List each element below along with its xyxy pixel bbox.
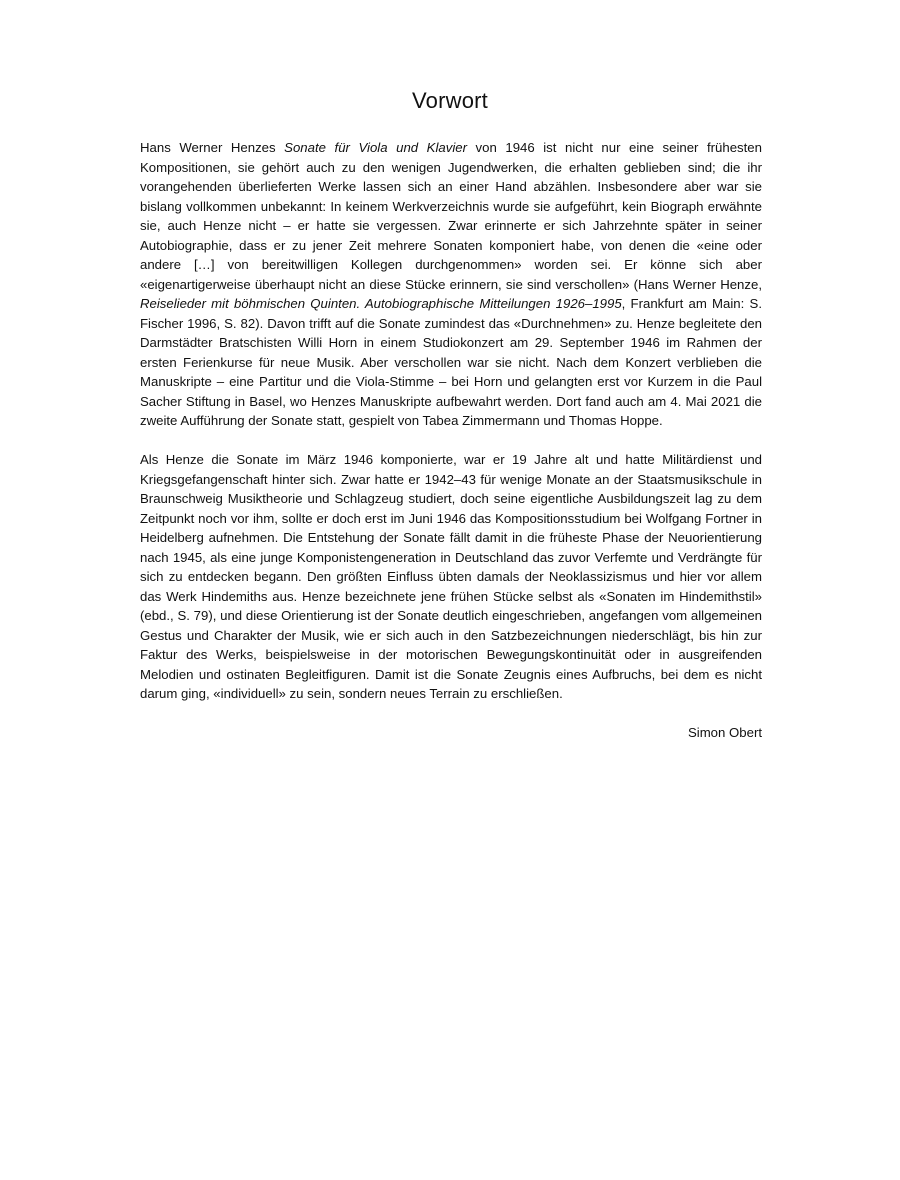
- paragraph-1-text-a: Hans Werner Henzes: [140, 140, 285, 155]
- paragraph-1-text-c: , Frankfurt am Main: S. Fischer 1996, S. 82). Davon trifft auf die Sonate zumindest das «Durchnehmen» zu. Henze begleitete den Darmstädter Bratschisten Willi Horn in einem Studiokonzert am 29. September 1946 im Rahmen der ersten Ferienkurse für neue Musik. Aber verschollen war sie nicht. Nach dem Konzert verblieben die Manuskripte – eine Partitur und die Viola-Stimme – bei Horn und gelangten erst vor Kurzem in die Paul Sacher Stiftung in Basel, wo Henzes Manuskripte aufbewahrt werden. Dort fand auch am 4. Mai 2021 die zweite Aufführung der Sonate statt, gespielt von Tabea Zimmermann und Thomas Hoppe.: [140, 296, 762, 428]
- paragraph-1: [140, 138, 762, 431]
- body-text: [140, 138, 762, 743]
- page-title: Vorwort: [412, 88, 488, 113]
- author-signature: Simon Obert: [687, 725, 762, 740]
- paragraph-2: Als Henze die Sonate im März 1946 komponierte, war er 19 Jahre alt und hatte Militärdienst und Kriegsgefangenschaft hinter sich. Zwar hatte er 1942–43 für wenige Monate an der Staatsmusikschule in Braunschweig Musiktheorie und Schlagzeug studiert, doch seine eigentliche Ausbildungszeit lag zu dem Zeitpunkt noch vor ihm, sollte er doch erst im Juni 1946 das Kompositionsstudium bei Wolfgang Fortner in Heidelberg aufnehmen. Die Entstehung der Sonate fällt damit in die früheste Phase der Neuorientierung nach 1945, als eine junge Komponistengeneration in Deutschland das zuvor Verfemte und Verdrängte für sich zu entdecken begann. Den größten Einfluss übten damals der Neoklassizismus und hier vor allem das Werk Hindemiths aus. Henze bezeichnete jene frühen Stücke selbst als «Sonaten im Hindemithstil» (ebd., S. 79), und diese Orientierung ist der Sonate deutlich eingeschrieben, angefangen vom allgemeinen Gestus und Charakter der Musik, wie er sich auch in den Satzbezeichnungen niederschlägt, bis hin zur Faktur des Werks, beispielsweise in der motorischen Bewegungskontinuität oder in ausgreifenden Melodien und ostinaten Begleitfiguren. Damit ist die Sonate Zeugnis eines Aufbruchs, bei dem es nicht darum ging, «individuell» zu sein, sondern neues Terrain zu erschließen.: [140, 452, 762, 701]
- work-title-italic: Sonate für Viola und Klavier: [284, 140, 467, 155]
- paragraph-1-text-b: von 1946 ist nicht nur eine seiner frühesten Kompositionen, sie gehört auch zu den wenigen Jugendwerken, die erhalten geblieben sind; die ihr vorangehenden überlieferten Werke lassen sich an einer Hand abzählen. Insbesondere aber war sie bislang vollkommen unbekannt: In keinem Werkverzeichnis wurde sie aufgeführt, kein Biograph erwähnte sie, auch Henze nicht – er hatte sie vergessen. Zwar erinnerte er sich Jahrzehnte später in seiner Autobiographie, dass er zu jener Zeit mehrere Sonaten komponiert habe, von denen die «eine oder andere […] von bereitwilligen Kollegen durchgenommen» worden sei. Er könne sich aber «eigenartigerweise überhaupt nicht an diese Stücke erinnern, sie sind verschollen» (Hans Werner Henze,: [140, 140, 762, 292]
- book-title-italic: Reiselieder mit böhmischen Quinten. Autobiographische Mitteilungen 1926–1995: [140, 296, 622, 311]
